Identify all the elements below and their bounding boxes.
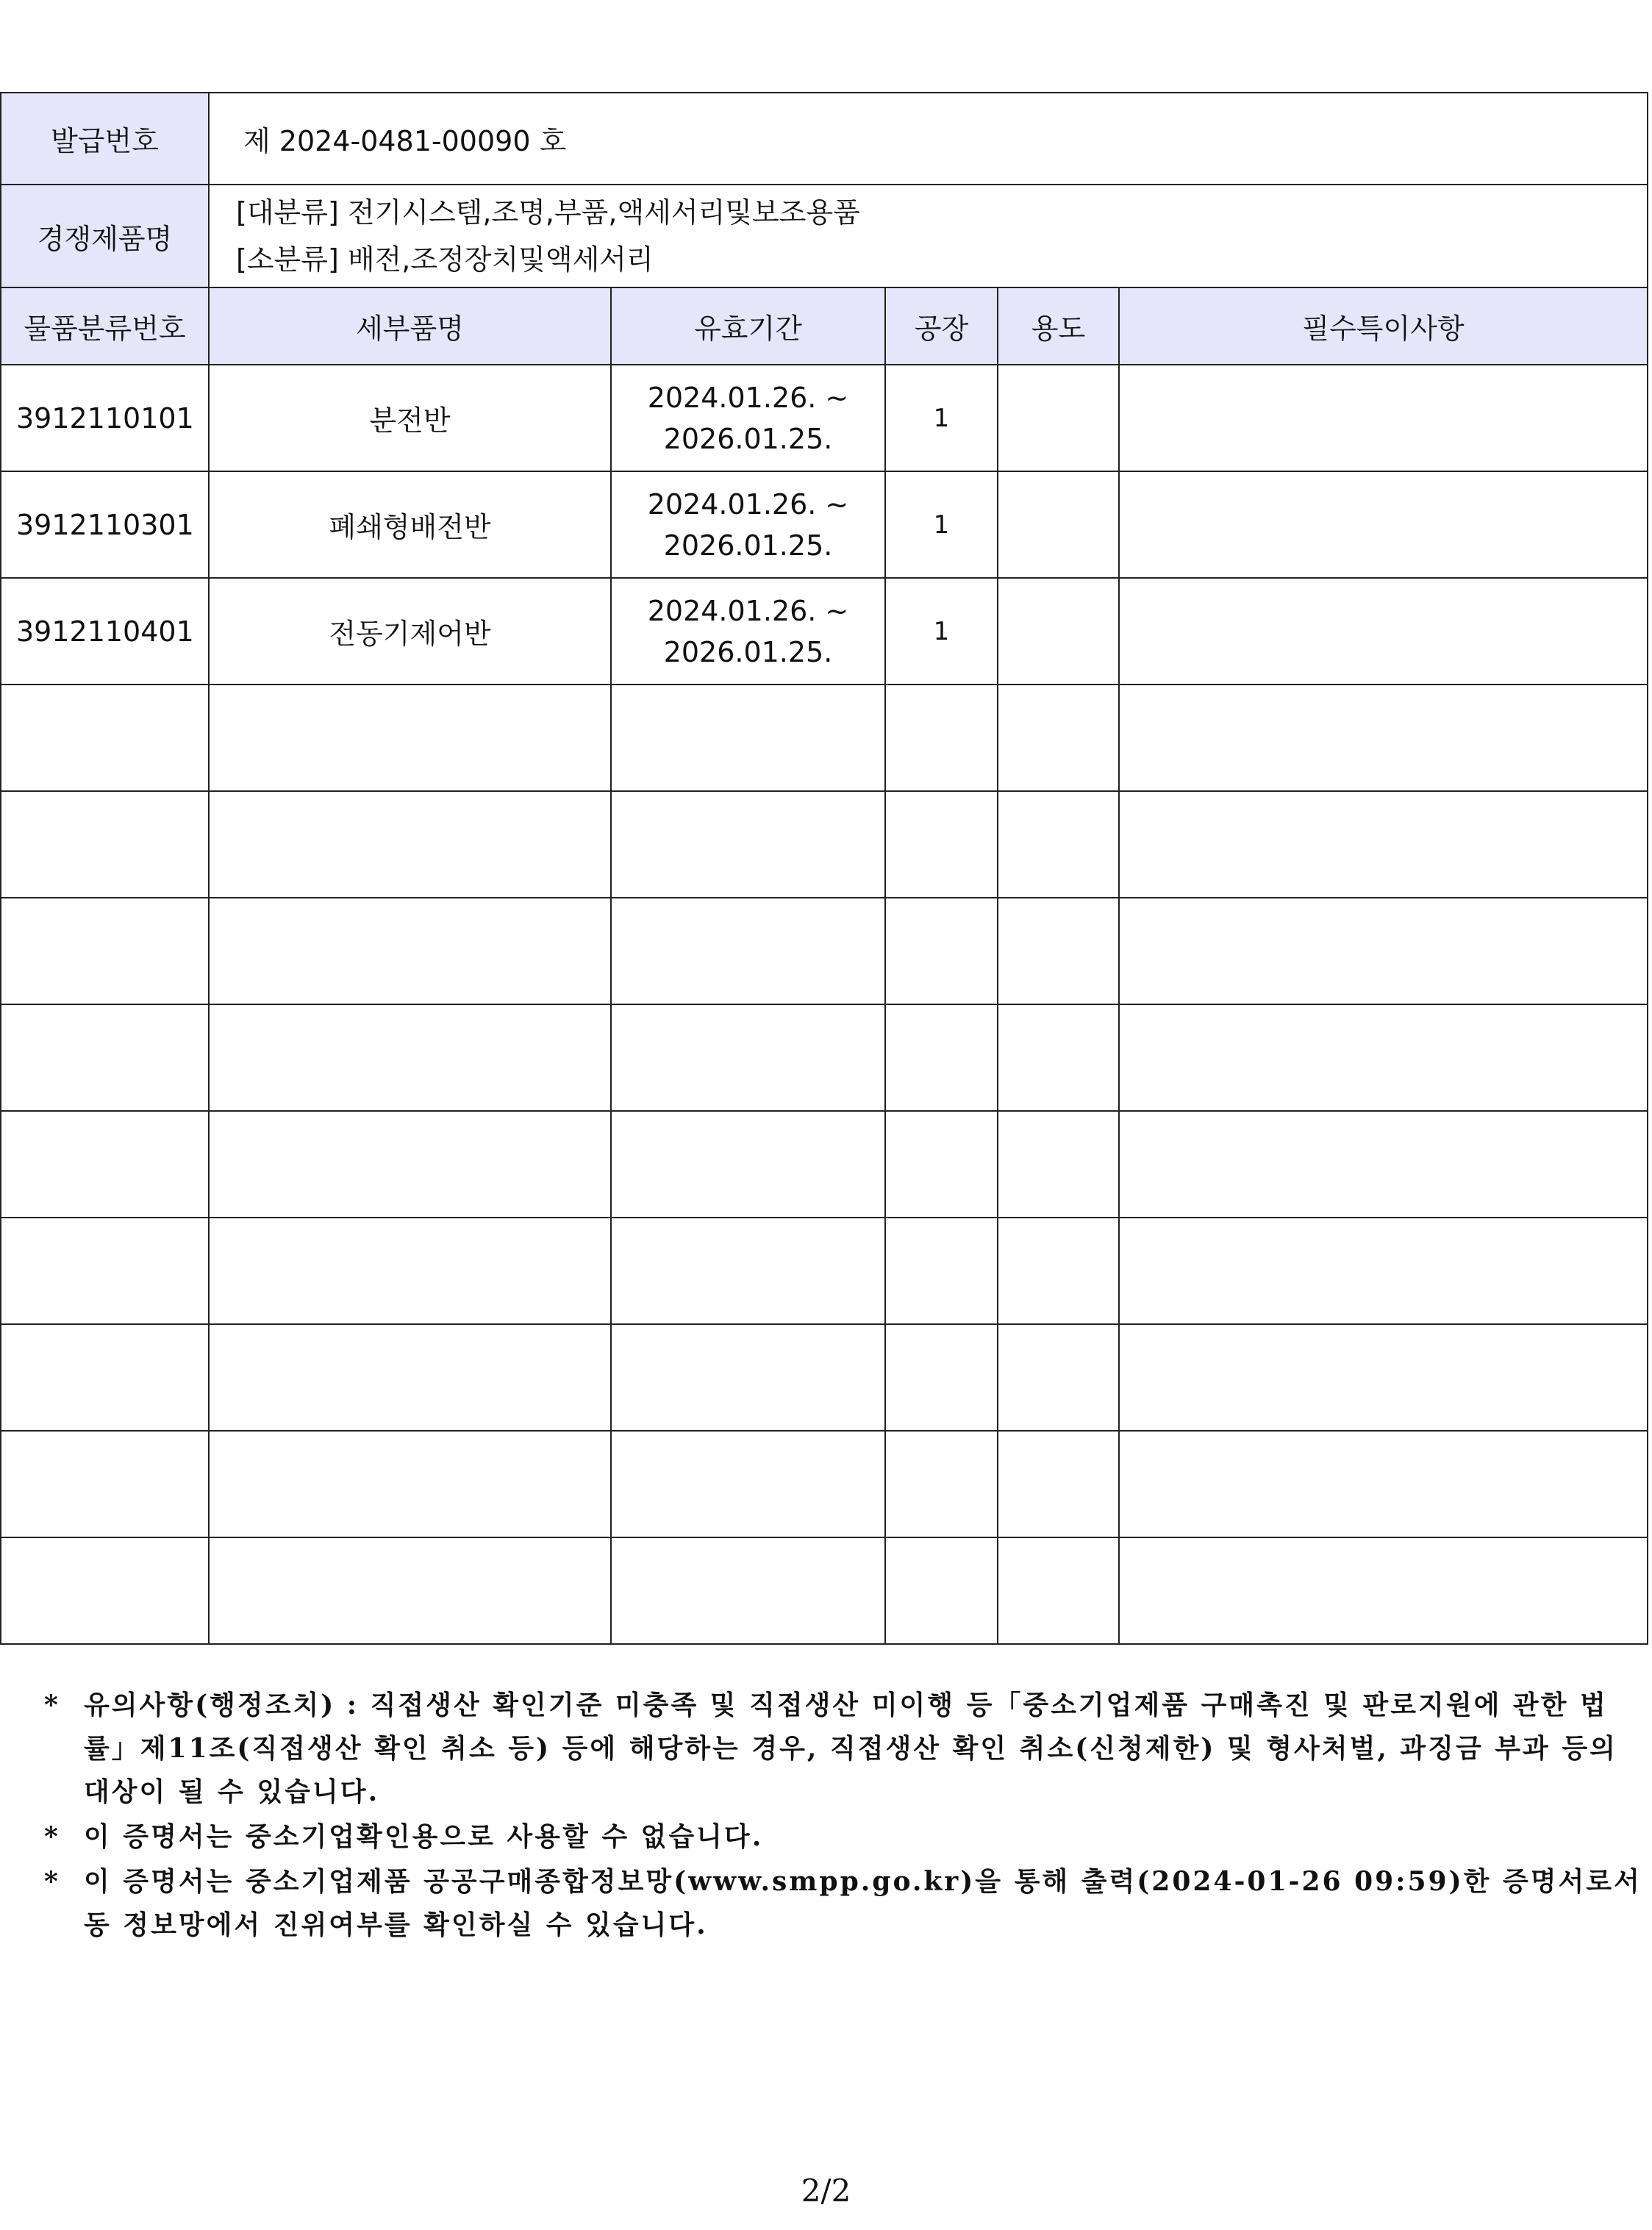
asterisk-icon: * — [44, 1866, 60, 1897]
col-header-name: 세부품명 — [209, 287, 611, 365]
note-item — [44, 1860, 1647, 1947]
item-notes — [1119, 365, 1648, 471]
col-header-usage: 용도 — [998, 287, 1119, 365]
item-usage — [998, 578, 1119, 685]
item-usage — [998, 471, 1119, 578]
item-period — [611, 578, 885, 685]
empty-row — [1, 1004, 1648, 1111]
col-header-notes: 필수특이사항 — [1119, 287, 1648, 365]
empty-row — [1, 1431, 1648, 1537]
col-header-code: 물품분류번호 — [1, 287, 209, 365]
asterisk-icon: * — [44, 1690, 60, 1720]
note-text: 이 증명서는 중소기업확인용으로 사용할 수 없습니다. — [84, 1821, 764, 1852]
table-row — [1, 578, 1648, 685]
major-category: [대분류] 전기시스템,조명,부품,액세서리및보조용품 — [236, 196, 860, 229]
note-text: 이 증명서는 중소기업제품 공공구매종합정보망(www.smpp.go.kr)을 통해 출력(2024-01-26 09:59)한 증명서로서 동 정보망에서 진위여부를 확인하실 수 있습니다. — [84, 1866, 1642, 1940]
empty-row — [1, 1218, 1648, 1324]
product-category-value — [209, 185, 1648, 287]
item-code: 3912110401 — [1, 578, 209, 685]
item-factory: 1 — [885, 365, 998, 471]
asterisk-icon: * — [44, 1821, 60, 1852]
empty-row — [1, 685, 1648, 791]
period-end: 2026.01.25. — [663, 422, 833, 455]
empty-row — [1, 1537, 1648, 1644]
period-end: 2026.01.25. — [663, 635, 833, 668]
empty-row — [1, 1111, 1648, 1218]
note-item — [44, 1815, 1647, 1859]
item-period — [611, 471, 885, 578]
item-factory: 1 — [885, 471, 998, 578]
minor-category: [소분류] 배전,조정장치및액세서리 — [236, 243, 654, 276]
item-code: 3912110301 — [1, 471, 209, 578]
item-period — [611, 365, 885, 471]
table-row — [1, 365, 1648, 471]
period-end: 2026.01.25. — [663, 529, 833, 562]
issue-number-value: 제 2024-0481-00090 호 — [209, 93, 1648, 185]
item-notes — [1119, 471, 1648, 578]
note-item — [44, 1684, 1647, 1814]
certificate-table-section — [0, 92, 1647, 1645]
issue-number-row — [1, 93, 1648, 185]
item-factory: 1 — [885, 578, 998, 685]
item-name: 전동기제어반 — [209, 578, 611, 685]
col-header-period: 유효기간 — [611, 287, 885, 365]
item-code: 3912110101 — [1, 365, 209, 471]
table-row — [1, 471, 1648, 578]
empty-row — [1, 1324, 1648, 1431]
product-category-row — [1, 185, 1648, 287]
page-number: 2/2 — [801, 2173, 851, 2209]
empty-row — [1, 791, 1648, 898]
item-name: 폐쇄형배전반 — [209, 471, 611, 578]
item-name: 분전반 — [209, 365, 611, 471]
notes-section — [44, 1684, 1647, 1947]
period-start: 2024.01.26. ~ — [647, 381, 849, 414]
period-start: 2024.01.26. ~ — [647, 487, 849, 521]
issue-number-label: 발급번호 — [1, 93, 209, 185]
item-usage — [998, 365, 1119, 471]
item-notes — [1119, 578, 1648, 685]
product-category-label: 경쟁제품명 — [1, 185, 209, 287]
column-header-row — [1, 287, 1648, 365]
col-header-factory: 공장 — [885, 287, 998, 365]
note-text: 유의사항(행정조치) : 직접생산 확인기준 미충족 및 직접생산 미이행 등「중소기업제품 구매촉진 및 판로지원에 관한 법률」제11조(직접생산 확인 취소 등) 등에 해당하는 경우, 직접생산 확인 취소(신청제한) 및 형사처벌, 과징금 부과 등의 대상이 될 수 있습니다. — [84, 1690, 1617, 1807]
empty-row — [1, 898, 1648, 1004]
period-start: 2024.01.26. ~ — [647, 594, 849, 627]
certificate-table — [0, 92, 1648, 1645]
